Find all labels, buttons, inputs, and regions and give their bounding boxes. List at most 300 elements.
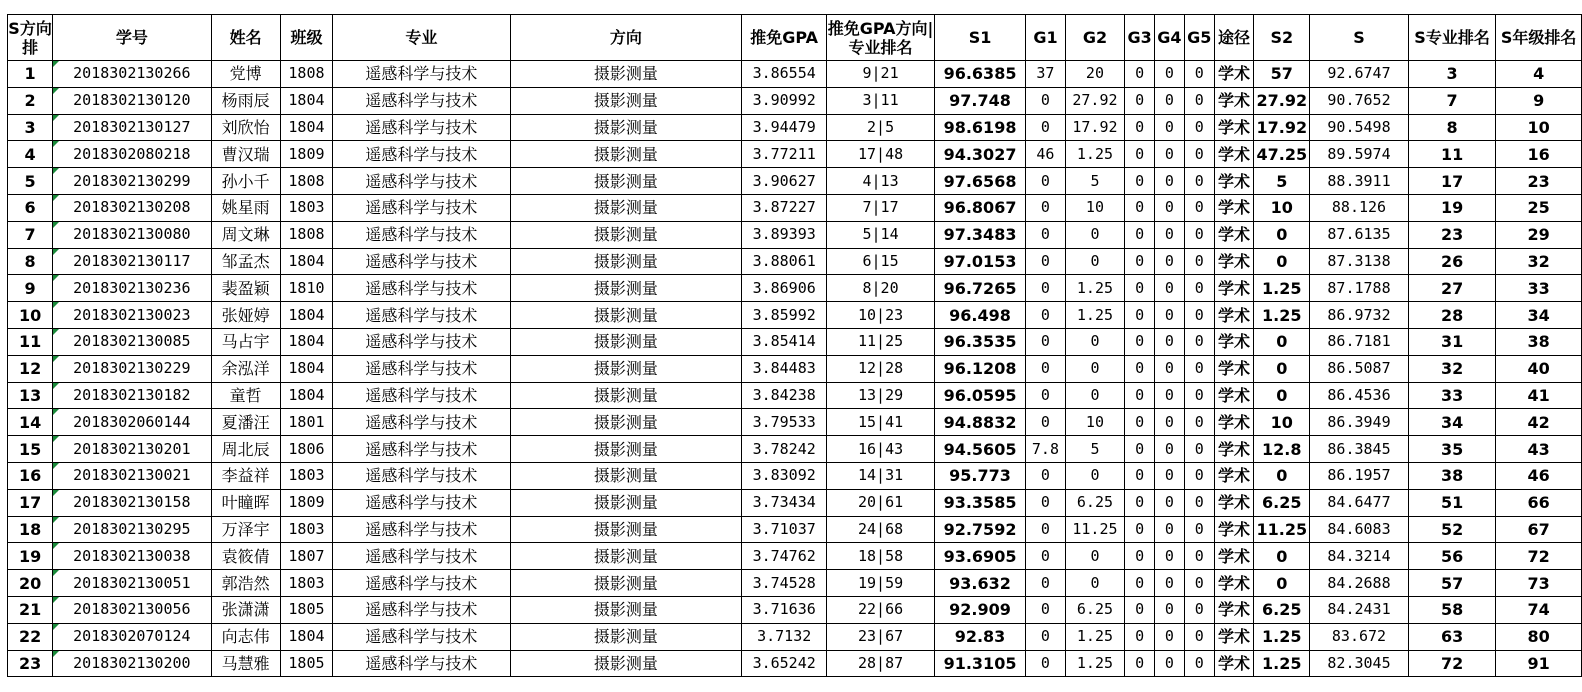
cell-student-id[interactable]: 2018302130120 [53,87,211,114]
header-g4[interactable]: G4 [1155,15,1185,61]
cell-s1[interactable]: 95.773 [934,462,1025,489]
cell-gpa-rank[interactable]: 15|41 [827,409,935,436]
cell-g4[interactable]: 0 [1155,302,1185,329]
cell-major[interactable]: 遥感科学与技术 [333,355,510,382]
cell-major[interactable]: 遥感科学与技术 [333,328,510,355]
cell-s-grade-rank[interactable]: 32 [1496,248,1582,275]
cell-s1[interactable]: 97.0153 [934,248,1025,275]
cell-g5[interactable]: 0 [1184,114,1214,141]
cell-direction[interactable]: 摄影测量 [510,570,741,597]
cell-s2[interactable]: 1.25 [1254,275,1310,302]
cell-route[interactable]: 学术 [1214,489,1254,516]
cell-g2[interactable]: 0 [1065,328,1124,355]
cell-gpa[interactable]: 3.77211 [742,141,827,168]
cell-gpa-rank[interactable]: 22|66 [827,596,935,623]
header-name[interactable]: 姓名 [211,15,280,61]
cell-s-direction-rank[interactable]: 20 [8,570,53,597]
cell-gpa-rank[interactable]: 19|59 [827,570,935,597]
cell-s-major-rank[interactable]: 51 [1408,489,1495,516]
cell-s-direction-rank[interactable]: 17 [8,489,53,516]
cell-gpa-rank[interactable]: 12|28 [827,355,935,382]
cell-s-major-rank[interactable]: 33 [1408,382,1495,409]
cell-g5[interactable]: 0 [1184,650,1214,677]
cell-g3[interactable]: 0 [1125,596,1155,623]
cell-class[interactable]: 1808 [280,221,332,248]
cell-s1[interactable]: 94.5605 [934,436,1025,463]
cell-g4[interactable]: 0 [1155,248,1185,275]
cell-gpa-rank[interactable]: 2|5 [827,114,935,141]
cell-g5[interactable]: 0 [1184,275,1214,302]
cell-name[interactable]: 余泓洋 [211,355,280,382]
cell-s2[interactable]: 0 [1254,221,1310,248]
cell-route[interactable]: 学术 [1214,114,1254,141]
cell-class[interactable]: 1807 [280,543,332,570]
cell-s2[interactable]: 1.25 [1254,623,1310,650]
cell-gpa[interactable]: 3.74762 [742,543,827,570]
cell-g4[interactable]: 0 [1155,382,1185,409]
cell-name[interactable]: 郭浩然 [211,570,280,597]
cell-g5[interactable]: 0 [1184,596,1214,623]
cell-g3[interactable]: 0 [1125,168,1155,195]
cell-class[interactable]: 1803 [280,194,332,221]
cell-student-id[interactable]: 2018302130299 [53,168,211,195]
cell-g4[interactable]: 0 [1155,194,1185,221]
cell-gpa[interactable]: 3.78242 [742,436,827,463]
cell-student-id[interactable]: 2018302130208 [53,194,211,221]
cell-name[interactable]: 邹孟杰 [211,248,280,275]
cell-s-direction-rank[interactable]: 16 [8,462,53,489]
cell-g2[interactable]: 0 [1065,221,1124,248]
cell-g4[interactable]: 0 [1155,328,1185,355]
cell-route[interactable]: 学术 [1214,516,1254,543]
cell-g2[interactable]: 5 [1065,168,1124,195]
cell-student-id[interactable]: 2018302130266 [53,61,211,88]
cell-student-id[interactable]: 2018302130056 [53,596,211,623]
cell-major[interactable]: 遥感科学与技术 [333,462,510,489]
cell-s[interactable]: 88.3911 [1310,168,1409,195]
cell-gpa[interactable]: 3.86906 [742,275,827,302]
cell-name[interactable]: 马慧雅 [211,650,280,677]
cell-g5[interactable]: 0 [1184,302,1214,329]
cell-s1[interactable]: 97.3483 [934,221,1025,248]
cell-name[interactable]: 童哲 [211,382,280,409]
cell-s-direction-rank[interactable]: 18 [8,516,53,543]
cell-name[interactable]: 万泽宇 [211,516,280,543]
cell-g4[interactable]: 0 [1155,168,1185,195]
cell-s-major-rank[interactable]: 32 [1408,355,1495,382]
cell-s1[interactable]: 96.0595 [934,382,1025,409]
cell-major[interactable]: 遥感科学与技术 [333,543,510,570]
cell-major[interactable]: 遥感科学与技术 [333,409,510,436]
cell-s-major-rank[interactable]: 11 [1408,141,1495,168]
cell-gpa[interactable]: 3.73434 [742,489,827,516]
cell-gpa-rank[interactable]: 6|15 [827,248,935,275]
cell-major[interactable]: 遥感科学与技术 [333,141,510,168]
cell-g1[interactable]: 0 [1026,114,1066,141]
cell-g2[interactable]: 0 [1065,355,1124,382]
cell-s-direction-rank[interactable]: 13 [8,382,53,409]
cell-name[interactable]: 叶瞳晖 [211,489,280,516]
cell-s[interactable]: 84.3214 [1310,543,1409,570]
cell-s-direction-rank[interactable]: 4 [8,141,53,168]
cell-g3[interactable]: 0 [1125,650,1155,677]
cell-direction[interactable]: 摄影测量 [510,302,741,329]
header-route[interactable]: 途径 [1214,15,1254,61]
cell-route[interactable]: 学术 [1214,623,1254,650]
header-class[interactable]: 班级 [280,15,332,61]
cell-class[interactable]: 1809 [280,489,332,516]
cell-direction[interactable]: 摄影测量 [510,221,741,248]
cell-gpa-rank[interactable]: 13|29 [827,382,935,409]
cell-route[interactable]: 学术 [1214,382,1254,409]
cell-gpa[interactable]: 3.89393 [742,221,827,248]
cell-major[interactable]: 遥感科学与技术 [333,570,510,597]
cell-g1[interactable]: 0 [1026,382,1066,409]
cell-s[interactable]: 84.2431 [1310,596,1409,623]
cell-s1[interactable]: 96.498 [934,302,1025,329]
cell-s2[interactable]: 6.25 [1254,489,1310,516]
header-s-direction-rank[interactable]: S方向排 [8,15,53,61]
cell-gpa[interactable]: 3.71636 [742,596,827,623]
cell-s-grade-rank[interactable]: 73 [1496,570,1582,597]
cell-g4[interactable]: 0 [1155,650,1185,677]
cell-route[interactable]: 学术 [1214,462,1254,489]
cell-s1[interactable]: 92.909 [934,596,1025,623]
cell-student-id[interactable]: 2018302130127 [53,114,211,141]
cell-class[interactable]: 1806 [280,436,332,463]
cell-s2[interactable]: 1.25 [1254,650,1310,677]
cell-s[interactable]: 86.4536 [1310,382,1409,409]
header-direction[interactable]: 方向 [510,15,741,61]
cell-s-major-rank[interactable]: 23 [1408,221,1495,248]
cell-student-id[interactable]: 2018302130051 [53,570,211,597]
cell-s2[interactable]: 0 [1254,248,1310,275]
cell-major[interactable]: 遥感科学与技术 [333,489,510,516]
cell-gpa[interactable]: 3.94479 [742,114,827,141]
cell-direction[interactable]: 摄影测量 [510,436,741,463]
cell-class[interactable]: 1803 [280,570,332,597]
cell-gpa-rank[interactable]: 4|13 [827,168,935,195]
cell-class[interactable]: 1804 [280,114,332,141]
cell-s1[interactable]: 94.8832 [934,409,1025,436]
cell-g3[interactable]: 0 [1125,570,1155,597]
cell-s[interactable]: 86.7181 [1310,328,1409,355]
cell-g3[interactable]: 0 [1125,114,1155,141]
cell-s-major-rank[interactable]: 19 [1408,194,1495,221]
cell-g2[interactable]: 0 [1065,543,1124,570]
cell-gpa[interactable]: 3.65242 [742,650,827,677]
cell-direction[interactable]: 摄影测量 [510,248,741,275]
cell-g1[interactable]: 0 [1026,570,1066,597]
cell-name[interactable]: 马占宇 [211,328,280,355]
cell-direction[interactable]: 摄影测量 [510,328,741,355]
cell-s1[interactable]: 91.3105 [934,650,1025,677]
cell-major[interactable]: 遥感科学与技术 [333,114,510,141]
cell-s-major-rank[interactable]: 72 [1408,650,1495,677]
header-s-grade-rank[interactable]: S年级排名 [1496,15,1582,61]
cell-s2[interactable]: 17.92 [1254,114,1310,141]
cell-s-major-rank[interactable]: 31 [1408,328,1495,355]
cell-class[interactable]: 1804 [280,302,332,329]
cell-g2[interactable]: 0 [1065,248,1124,275]
cell-major[interactable]: 遥感科学与技术 [333,436,510,463]
cell-s[interactable]: 86.3845 [1310,436,1409,463]
cell-s-grade-rank[interactable]: 29 [1496,221,1582,248]
cell-major[interactable]: 遥感科学与技术 [333,87,510,114]
cell-s-major-rank[interactable]: 63 [1408,623,1495,650]
cell-s1[interactable]: 96.7265 [934,275,1025,302]
cell-s-direction-rank[interactable]: 11 [8,328,53,355]
cell-s-grade-rank[interactable]: 46 [1496,462,1582,489]
cell-g2[interactable]: 0 [1065,570,1124,597]
cell-s2[interactable]: 1.25 [1254,302,1310,329]
cell-s[interactable]: 84.2688 [1310,570,1409,597]
cell-g1[interactable]: 0 [1026,623,1066,650]
cell-s-grade-rank[interactable]: 42 [1496,409,1582,436]
cell-gpa-rank[interactable]: 8|20 [827,275,935,302]
cell-s-direction-rank[interactable]: 21 [8,596,53,623]
cell-gpa-rank[interactable]: 20|61 [827,489,935,516]
cell-s-grade-rank[interactable]: 16 [1496,141,1582,168]
cell-g5[interactable]: 0 [1184,194,1214,221]
cell-gpa[interactable]: 3.83092 [742,462,827,489]
cell-gpa[interactable]: 3.84483 [742,355,827,382]
cell-g5[interactable]: 0 [1184,570,1214,597]
cell-g5[interactable]: 0 [1184,623,1214,650]
cell-direction[interactable]: 摄影测量 [510,516,741,543]
cell-gpa[interactable]: 3.90992 [742,87,827,114]
cell-g4[interactable]: 0 [1155,221,1185,248]
cell-g1[interactable]: 0 [1026,328,1066,355]
cell-g1[interactable]: 0 [1026,596,1066,623]
cell-major[interactable]: 遥感科学与技术 [333,248,510,275]
cell-gpa[interactable]: 3.87227 [742,194,827,221]
cell-s1[interactable]: 93.6905 [934,543,1025,570]
cell-s1[interactable]: 93.632 [934,570,1025,597]
cell-direction[interactable]: 摄影测量 [510,87,741,114]
cell-g5[interactable]: 0 [1184,382,1214,409]
cell-s-major-rank[interactable]: 34 [1408,409,1495,436]
cell-g3[interactable]: 0 [1125,221,1155,248]
cell-g4[interactable]: 0 [1155,570,1185,597]
cell-g5[interactable]: 0 [1184,489,1214,516]
cell-s-direction-rank[interactable]: 7 [8,221,53,248]
cell-class[interactable]: 1809 [280,141,332,168]
cell-s-direction-rank[interactable]: 3 [8,114,53,141]
cell-g4[interactable]: 0 [1155,61,1185,88]
cell-g3[interactable]: 0 [1125,328,1155,355]
cell-direction[interactable]: 摄影测量 [510,543,741,570]
cell-route[interactable]: 学术 [1214,221,1254,248]
cell-g4[interactable]: 0 [1155,87,1185,114]
cell-s2[interactable]: 10 [1254,194,1310,221]
cell-s-grade-rank[interactable]: 34 [1496,302,1582,329]
cell-major[interactable]: 遥感科学与技术 [333,516,510,543]
cell-s-major-rank[interactable]: 38 [1408,462,1495,489]
cell-g4[interactable]: 0 [1155,462,1185,489]
cell-g3[interactable]: 0 [1125,248,1155,275]
cell-s-grade-rank[interactable]: 10 [1496,114,1582,141]
cell-s[interactable]: 92.6747 [1310,61,1409,88]
cell-s-grade-rank[interactable]: 41 [1496,382,1582,409]
cell-s-direction-rank[interactable]: 10 [8,302,53,329]
cell-gpa-rank[interactable]: 11|25 [827,328,935,355]
cell-g2[interactable]: 27.92 [1065,87,1124,114]
cell-g5[interactable]: 0 [1184,462,1214,489]
cell-g1[interactable]: 0 [1026,168,1066,195]
cell-route[interactable]: 学术 [1214,543,1254,570]
cell-s-direction-rank[interactable]: 6 [8,194,53,221]
cell-g1[interactable]: 37 [1026,61,1066,88]
cell-g5[interactable]: 0 [1184,168,1214,195]
cell-gpa-rank[interactable]: 14|31 [827,462,935,489]
cell-student-id[interactable]: 2018302130085 [53,328,211,355]
cell-g5[interactable]: 0 [1184,543,1214,570]
cell-name[interactable]: 孙小千 [211,168,280,195]
cell-gpa-rank[interactable]: 17|48 [827,141,935,168]
cell-gpa[interactable]: 3.84238 [742,382,827,409]
cell-name[interactable]: 曹汉瑞 [211,141,280,168]
cell-s[interactable]: 86.1957 [1310,462,1409,489]
cell-direction[interactable]: 摄影测量 [510,141,741,168]
cell-direction[interactable]: 摄影测量 [510,168,741,195]
cell-direction[interactable]: 摄影测量 [510,382,741,409]
cell-gpa[interactable]: 3.71037 [742,516,827,543]
cell-s1[interactable]: 96.1208 [934,355,1025,382]
cell-s1[interactable]: 93.3585 [934,489,1025,516]
cell-name[interactable]: 裴盈颖 [211,275,280,302]
cell-s-grade-rank[interactable]: 66 [1496,489,1582,516]
cell-g3[interactable]: 0 [1125,382,1155,409]
cell-g1[interactable]: 0 [1026,275,1066,302]
cell-g2[interactable]: 10 [1065,194,1124,221]
cell-g4[interactable]: 0 [1155,141,1185,168]
cell-s[interactable]: 86.3949 [1310,409,1409,436]
cell-name[interactable]: 周文琳 [211,221,280,248]
cell-g2[interactable]: 1.25 [1065,275,1124,302]
cell-g1[interactable]: 0 [1026,302,1066,329]
cell-s[interactable]: 87.3138 [1310,248,1409,275]
cell-name[interactable]: 周北辰 [211,436,280,463]
cell-s[interactable]: 82.3045 [1310,650,1409,677]
cell-major[interactable]: 遥感科学与技术 [333,623,510,650]
cell-s-major-rank[interactable]: 27 [1408,275,1495,302]
cell-direction[interactable]: 摄影测量 [510,623,741,650]
cell-major[interactable]: 遥感科学与技术 [333,382,510,409]
cell-g5[interactable]: 0 [1184,141,1214,168]
cell-g3[interactable]: 0 [1125,61,1155,88]
cell-g2[interactable]: 1.25 [1065,623,1124,650]
header-g2[interactable]: G2 [1065,15,1124,61]
cell-route[interactable]: 学术 [1214,436,1254,463]
cell-s1[interactable]: 97.748 [934,87,1025,114]
cell-gpa-rank[interactable]: 24|68 [827,516,935,543]
cell-s2[interactable]: 11.25 [1254,516,1310,543]
cell-direction[interactable]: 摄影测量 [510,194,741,221]
cell-s2[interactable]: 6.25 [1254,596,1310,623]
cell-s[interactable]: 84.6083 [1310,516,1409,543]
cell-s-direction-rank[interactable]: 14 [8,409,53,436]
cell-g1[interactable]: 0 [1026,516,1066,543]
cell-s-direction-rank[interactable]: 1 [8,61,53,88]
cell-g4[interactable]: 0 [1155,516,1185,543]
cell-route[interactable]: 学术 [1214,328,1254,355]
cell-route[interactable]: 学术 [1214,248,1254,275]
cell-route[interactable]: 学术 [1214,87,1254,114]
cell-s-grade-rank[interactable]: 33 [1496,275,1582,302]
header-g1[interactable]: G1 [1026,15,1066,61]
cell-g1[interactable]: 0 [1026,489,1066,516]
cell-route[interactable]: 学术 [1214,168,1254,195]
cell-s-direction-rank[interactable]: 12 [8,355,53,382]
cell-g3[interactable]: 0 [1125,543,1155,570]
header-s-major-rank[interactable]: S专业排名 [1408,15,1495,61]
cell-s2[interactable]: 0 [1254,382,1310,409]
cell-s1[interactable]: 97.6568 [934,168,1025,195]
cell-gpa-rank[interactable]: 23|67 [827,623,935,650]
cell-s-direction-rank[interactable]: 5 [8,168,53,195]
cell-student-id[interactable]: 2018302130080 [53,221,211,248]
cell-gpa[interactable]: 3.7132 [742,623,827,650]
cell-s-direction-rank[interactable]: 9 [8,275,53,302]
cell-s2[interactable]: 27.92 [1254,87,1310,114]
cell-student-id[interactable]: 2018302130236 [53,275,211,302]
cell-gpa-rank[interactable]: 7|17 [827,194,935,221]
cell-major[interactable]: 遥感科学与技术 [333,302,510,329]
cell-g2[interactable]: 10 [1065,409,1124,436]
cell-student-id[interactable]: 2018302080218 [53,141,211,168]
header-gpa-rank[interactable]: 推免GPA方向|专业排名 [827,15,935,61]
cell-s2[interactable]: 10 [1254,409,1310,436]
cell-direction[interactable]: 摄影测量 [510,462,741,489]
cell-g2[interactable]: 11.25 [1065,516,1124,543]
header-major[interactable]: 专业 [333,15,510,61]
cell-student-id[interactable]: 2018302070124 [53,623,211,650]
cell-route[interactable]: 学术 [1214,275,1254,302]
cell-class[interactable]: 1801 [280,409,332,436]
cell-g5[interactable]: 0 [1184,409,1214,436]
cell-name[interactable]: 李益祥 [211,462,280,489]
cell-s1[interactable]: 98.6198 [934,114,1025,141]
cell-s-grade-rank[interactable]: 74 [1496,596,1582,623]
cell-gpa[interactable]: 3.90627 [742,168,827,195]
cell-s-grade-rank[interactable]: 72 [1496,543,1582,570]
cell-route[interactable]: 学术 [1214,61,1254,88]
cell-route[interactable]: 学术 [1214,570,1254,597]
cell-g4[interactable]: 0 [1155,436,1185,463]
cell-s1[interactable]: 96.3535 [934,328,1025,355]
cell-g3[interactable]: 0 [1125,194,1155,221]
cell-s1[interactable]: 92.7592 [934,516,1025,543]
cell-student-id[interactable]: 2018302130182 [53,382,211,409]
cell-route[interactable]: 学术 [1214,302,1254,329]
cell-g3[interactable]: 0 [1125,436,1155,463]
cell-gpa[interactable]: 3.74528 [742,570,827,597]
cell-name[interactable]: 杨雨辰 [211,87,280,114]
cell-g3[interactable]: 0 [1125,302,1155,329]
cell-s[interactable]: 86.5087 [1310,355,1409,382]
cell-s-grade-rank[interactable]: 91 [1496,650,1582,677]
cell-student-id[interactable]: 2018302130021 [53,462,211,489]
cell-name[interactable]: 夏潘汪 [211,409,280,436]
header-student-id[interactable]: 学号 [53,15,211,61]
cell-s2[interactable]: 0 [1254,543,1310,570]
header-s1[interactable]: S1 [934,15,1025,61]
cell-major[interactable]: 遥感科学与技术 [333,194,510,221]
cell-route[interactable]: 学术 [1214,355,1254,382]
cell-g5[interactable]: 0 [1184,248,1214,275]
cell-g1[interactable]: 0 [1026,221,1066,248]
